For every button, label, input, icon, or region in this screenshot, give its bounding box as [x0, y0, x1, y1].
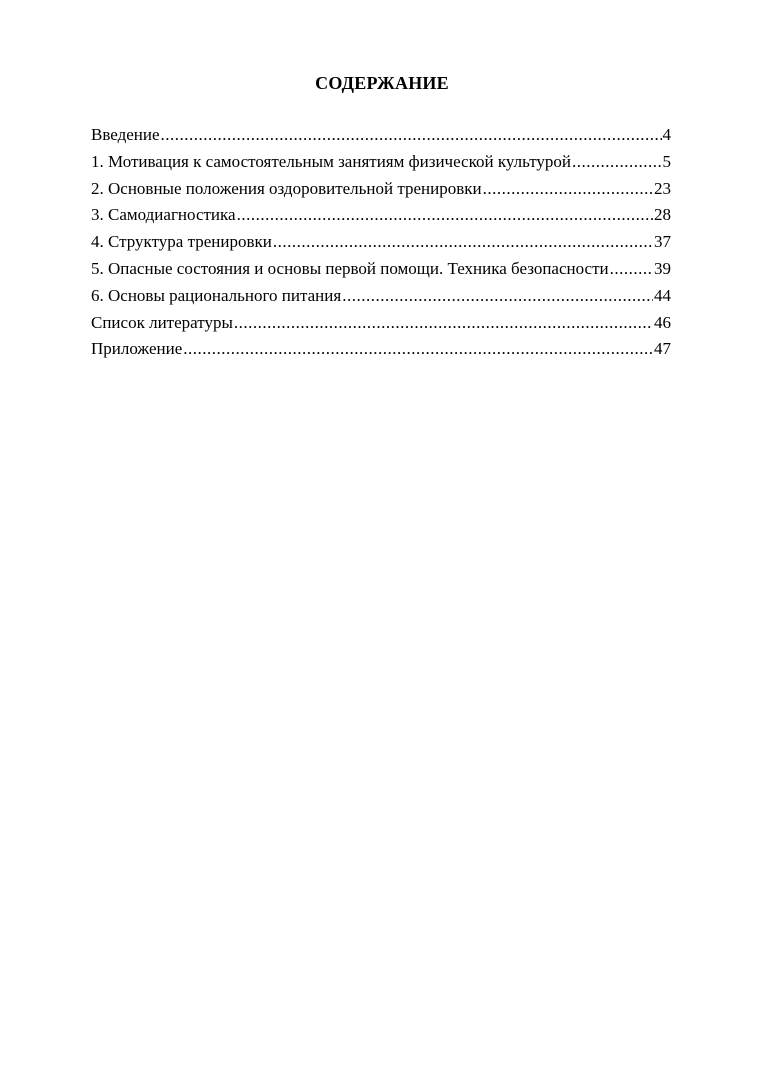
toc-entry-label: 4. Структура тренировки: [91, 232, 272, 252]
toc-dot-leader: [342, 283, 653, 310]
toc-entry-page: 47: [654, 339, 671, 359]
toc-entry-label: 1. Мотивация к самостоятельным занятиям физической культурой: [91, 151, 572, 171]
toc-entry-page: 46: [654, 312, 671, 332]
toc-entry-page: 4: [662, 125, 671, 144]
toc-dot-leader: [183, 336, 653, 363]
toc-entry-label: 6. Основы рационального питания: [91, 285, 342, 305]
toc-entry[interactable]: [91, 256, 671, 283]
toc-entry-label: Введение: [91, 125, 160, 144]
toc-entry[interactable]: [91, 122, 671, 149]
toc-entry[interactable]: [91, 336, 671, 363]
toc-dot-leader: [572, 149, 661, 176]
toc-dot-leader: [610, 256, 653, 283]
toc-entry-label: Список литературы: [91, 312, 233, 332]
table-of-contents: [91, 122, 671, 363]
toc-entry[interactable]: [91, 176, 671, 203]
toc-entry-label: 5. Опасные состояния и основы первой помощи. Техника безопасности: [91, 258, 609, 278]
toc-dot-leader: [273, 229, 653, 256]
toc-entry-page: 23: [654, 178, 671, 198]
toc-entry-label: Приложение: [91, 339, 183, 359]
page-title: СОДЕРЖАНИЕ: [315, 73, 449, 93]
toc-entry[interactable]: [91, 283, 671, 310]
toc-dot-leader: [237, 202, 653, 229]
toc-entry-page: 37: [654, 232, 671, 252]
toc-dot-leader: [483, 176, 653, 203]
toc-entry-page: 44: [654, 285, 671, 305]
toc-entry[interactable]: [91, 202, 671, 229]
toc-dot-leader: [234, 310, 653, 337]
toc-entry-label: 3. Самодиагностика: [91, 205, 236, 225]
toc-entry-page: 5: [662, 151, 671, 171]
toc-entry-label: 2. Основные положения оздоровительной тренировки: [91, 178, 482, 198]
toc-entry[interactable]: [91, 310, 671, 337]
toc-entry[interactable]: [91, 229, 671, 256]
toc-dot-leader: [161, 122, 662, 149]
toc-entry-page: 39: [654, 258, 671, 278]
toc-entry[interactable]: [91, 149, 671, 176]
toc-entry-page: 28: [654, 205, 671, 225]
